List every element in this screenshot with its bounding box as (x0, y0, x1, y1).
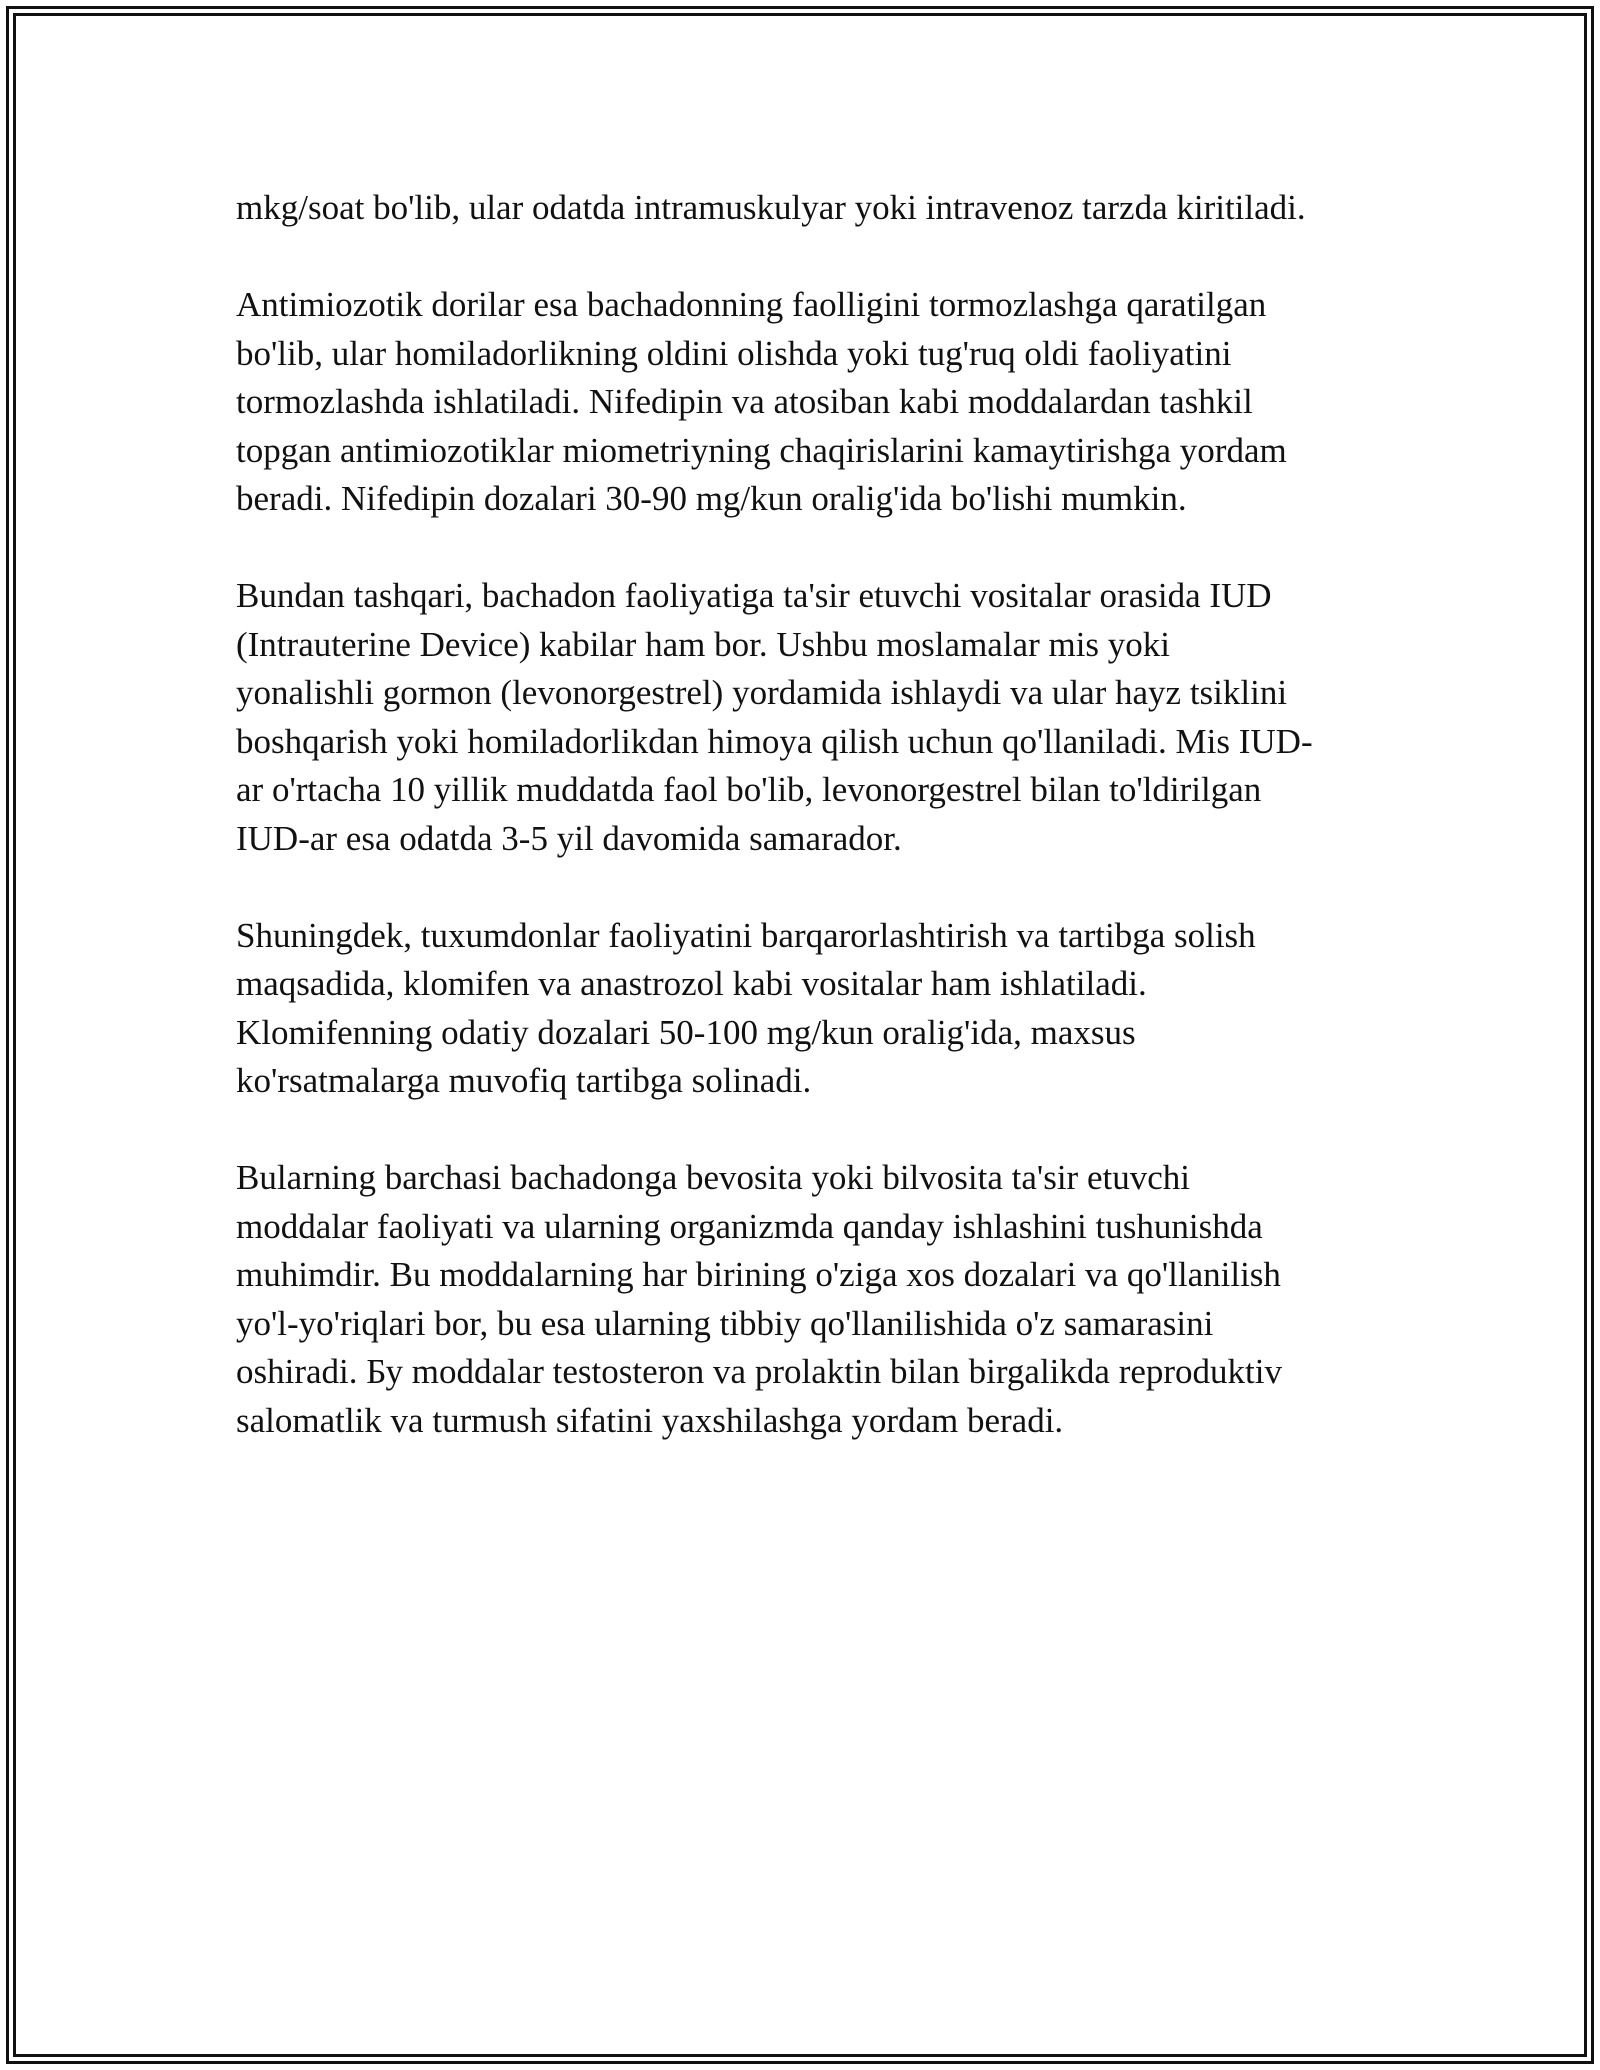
text-line: oshiradi. Бу moddalar testosteron va prolaktin bilan birgalikda reproduktiv (236, 1352, 1282, 1391)
paragraph-2 (236, 281, 1386, 524)
text-line: ko'rsatmalarga muvofiq tartibga solinadi. (236, 1061, 812, 1100)
paragraph-3 (236, 572, 1386, 863)
text-line: yonalishli gormon (levonorgestrel) yordamida ishlaydi va ular hayz tsiklini (236, 673, 1288, 712)
text-line: beradi. Nifedipin dozalari 30-90 mg/kun oralig'ida bo'lishi mumkin. (236, 479, 1187, 518)
text-line: mkg/soat bo'lib, ular odatda intramuskulyar yoki intravenoz tarzda kiritiladi. (236, 188, 1306, 227)
paragraph-1 (236, 184, 1386, 233)
text-line: salomatlik va turmush sifatini yaxshilashga yordam beradi. (236, 1400, 1064, 1440)
text-line: (Intrauterine Device) kabilar ham bor. Ushbu moslamalar mis yoki (236, 624, 1171, 664)
text-line: boshqarish yoki homiladorlikdan himoya qilish uchun qo'llaniladi. Mis IUD- (236, 721, 1313, 761)
text-line: maqsadida, klomifen va anastrozol kabi vositalar ham ishlatiladi. (236, 964, 1147, 1003)
text-line: IUD-ar esa odatda 3-5 yil davomida samarador. (236, 818, 902, 858)
paragraph-5 (236, 1154, 1386, 1445)
paragraph-4 (236, 912, 1386, 1106)
text-line: topgan antimiozotiklar miometriyning chaqirislarini kamaytirishga yordam (236, 430, 1287, 470)
text-line: ar o'rtacha 10 yillik muddatda faol bo'lib, levonorgestrel bilan to'ldirilgan (236, 770, 1262, 809)
text-line: Bularning barchasi bachadonga bevosita yoki bilvosita ta'sir etuvchi (236, 1158, 1190, 1197)
text-line: Bundan tashqari, bachadon faoliyatiga ta'sir etuvchi vositalar orasida IUD (236, 576, 1272, 615)
text-line: tormozlashda ishlatiladi. Nifedipin va atosiban kabi moddalardan tashkil (236, 382, 1253, 421)
text-line: bo'lib, ular homiladorlikning oldini olishda yoki tug'ruq oldi faoliyatini (236, 333, 1232, 373)
text-line: yo'l-yo'riqlari bor, bu esa ularning tibbiy qo'llanilishida o'z samarasini (236, 1303, 1214, 1343)
text-line: muhimdir. Bu moddalarning har birining o'ziga xos dozalari va qo'llanilish (236, 1255, 1281, 1294)
text-line: Antimiozotik dorilar esa bachadonning faolligini tormozlashga qaratilgan (236, 285, 1267, 324)
text-line: Klomifenning odatiy dozalari 50-100 mg/kun oralig'ida, maxsus (236, 1012, 1136, 1052)
text-line: Shuningdek, tuxumdonlar faoliyatini barqarorlashtirish va tartibga solish (236, 915, 1256, 955)
document-body (236, 184, 1386, 1494)
text-line: moddalar faoliyati va ularning organizmda qanday ishlashini tushunishda (236, 1206, 1263, 1246)
